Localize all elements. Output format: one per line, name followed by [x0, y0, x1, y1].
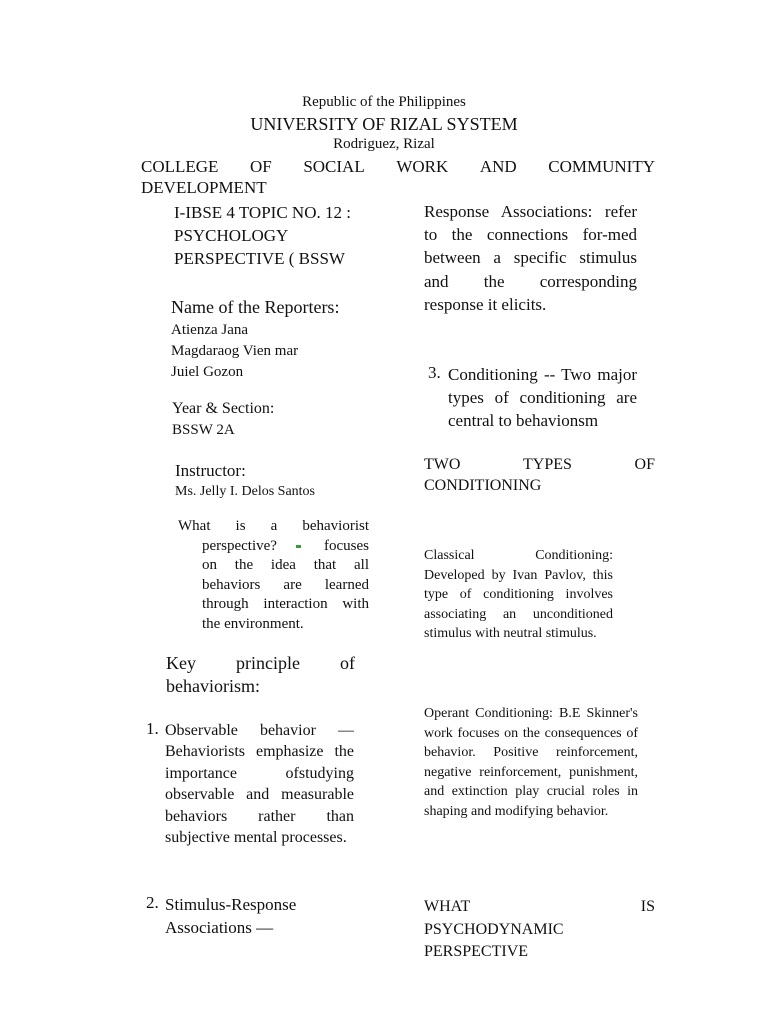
key-principle-line-2: behaviorism: [166, 676, 260, 696]
college-word: COMMUNITY [548, 157, 655, 176]
classical-conditioning-text: Classical Conditioning: Developed by Ivan Pavlov, this type of conditioning involves associating an unconditioned stimulus with neutral stimulus. [424, 548, 613, 642]
list-number-1: 1. [146, 719, 159, 738]
location-line: Rodriguez, Rizal [333, 136, 435, 152]
two-types-line-2: CONDITIONING [424, 477, 542, 494]
list-item-observable-behavior: Observable behavior — Behaviorists emphasize the importance ofstudying observable and measurable behaviors rather than subjective mental processes. [165, 722, 354, 847]
topic-block [174, 201, 351, 270]
question-first-line: What is a behaviorist [178, 518, 369, 534]
year-section-label: Year & Section: [172, 400, 275, 417]
list-number-2: 2. [146, 893, 159, 912]
instructor-value: Ms. Jelly I. Delos Santos [175, 484, 315, 499]
list-number-3: 3. [428, 363, 441, 382]
psychodynamic-line: PSYCHODYNAMIC [424, 921, 564, 938]
operant-conditioning-text: Operant Conditioning: B.E Skinner's work focuses on the consequences of behavior. Positive reinforcement, negative reinforcement, punishment, and extinction play crucial roles in shaping and modifying behavior. [424, 706, 638, 819]
response-associations-text: Response Associations: refer to the connections for-med between a specific stimulus and the corresponding response it elicits. [424, 202, 637, 314]
university-name: UNIVERSITY OF RIZAL SYSTEM [250, 114, 518, 134]
two-types-word: OF [634, 456, 655, 473]
key-principle-word: principle [236, 653, 300, 673]
psychodynamic-word: WHAT [424, 898, 471, 915]
question-word: focuses [324, 537, 369, 554]
two-types-word: TYPES [523, 456, 572, 473]
college-word: WORK [396, 157, 449, 176]
behaviorist-question [178, 517, 369, 635]
list-item-line: Stimulus-Response [165, 895, 297, 914]
list-item-stimulus-response [165, 893, 296, 939]
two-types-line-1 [424, 456, 655, 474]
list-item-line: Associations — [165, 918, 274, 937]
college-word: COLLEGE [141, 157, 219, 176]
question-rest: on the idea that all behaviors are learned through interaction with the environment. [202, 557, 369, 632]
college-word: OF [250, 157, 272, 176]
bullet-mark-icon [296, 545, 301, 548]
republic-line: Republic of the Philippines [302, 94, 466, 110]
two-types-word: TWO [424, 456, 461, 473]
college-line-2: DEVELOPMENT [141, 178, 267, 197]
psychodynamic-heading-line-1 [424, 898, 655, 916]
psychodynamic-line: PERSPECTIVE [424, 942, 529, 960]
college-word: AND [479, 157, 517, 176]
reporters-label: Name of the Reporters: [171, 297, 340, 317]
year-section-value: BSSW 2A [172, 422, 235, 438]
question-term: perspective? [202, 537, 277, 554]
college-word: SOCIAL [303, 157, 365, 176]
reporter-name: Magdaraog Vien mar [171, 343, 299, 359]
psychodynamic-heading [424, 919, 564, 962]
reporter-name: Juiel Gozon [171, 364, 244, 380]
psychodynamic-word: IS [640, 898, 655, 915]
topic-line: I-IBSE 4 TOPIC NO. 12 : [174, 203, 351, 222]
list-item-conditioning: Conditioning -- Two major types of conditioning are central to behavionsm [448, 365, 637, 431]
key-principle-line-1 [166, 653, 355, 674]
reporters-list [171, 320, 298, 383]
instructor-label: Instructor: [175, 461, 246, 480]
topic-line: PSYCHOLOGY [174, 226, 289, 245]
question-body [178, 537, 369, 635]
key-principle-word: Key [166, 653, 196, 673]
reporter-name: Atienza Jana [171, 322, 249, 338]
key-principle-word: of [339, 653, 355, 673]
topic-line: PERSPECTIVE ( BSSW [174, 249, 345, 268]
college-line-1 [141, 157, 655, 177]
